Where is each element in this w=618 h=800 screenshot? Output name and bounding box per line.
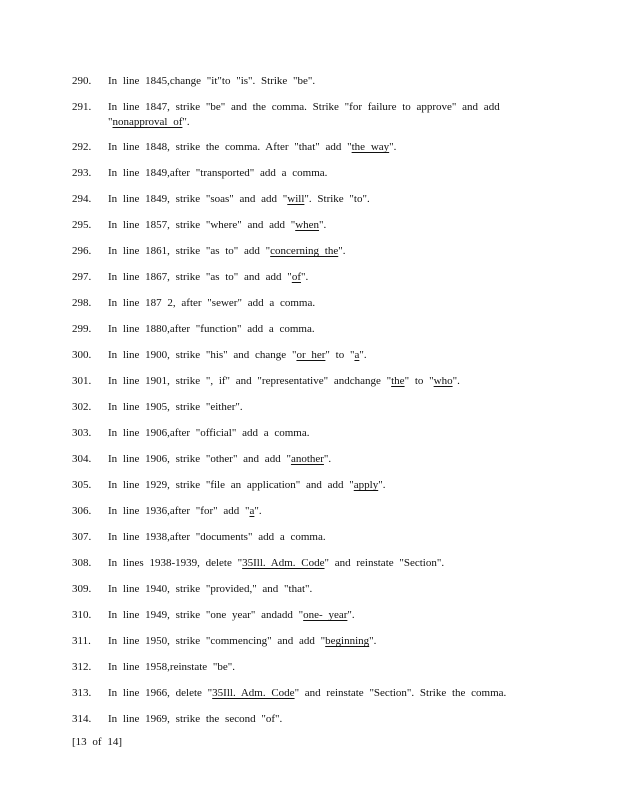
amendment-text [108,296,512,311]
underlined-insertion: beginning [325,635,370,647]
amendment-item [72,712,512,727]
amendment-item [72,192,512,207]
amendment-text-part: In line 1936,after "for" add " [108,505,250,517]
amendment-text [108,140,512,155]
amendment-item [72,140,512,155]
amendment-item [72,530,512,545]
amendment-text-part: In line 1938,after "documents" add a comma. [108,531,326,543]
amendment-text-part: ". [378,479,386,491]
amendment-text-part: " to " [404,375,434,387]
amendment-text [108,218,512,233]
amendment-item [72,374,512,389]
amendment-number: 313. [72,687,92,699]
amendment-item [72,244,512,259]
amendment-text [108,452,512,467]
amendment-text-part: In line 1847, strike "be" and the comma. Strike "for failure to approve" and add " [108,101,500,128]
amendment-text [108,322,512,337]
amendment-text [108,582,512,597]
amendment-text [108,374,512,389]
amendment-item [72,478,512,493]
amendment-number: 297. [72,271,92,283]
amendment-text-part: ". [347,609,355,621]
amendment-number: 308. [72,557,92,569]
amendment-number: 312. [72,661,92,673]
amendment-text [108,270,512,285]
amendment-text [108,100,512,130]
amendment-text-part: ". [323,453,332,465]
amendment-text-part: ". [182,116,190,128]
amendment-text-part: In line 1949, strike "one year" andadd " [108,609,304,621]
underlined-insertion: or her [296,349,326,361]
amendment-text-part: In line 1848, strike the comma. After "that" add " [108,141,352,153]
underlined-insertion: one- year [303,609,348,621]
amendment-text-part: In line 1857, strike "where" and add " [108,219,296,231]
amendment-number: 302. [72,401,92,413]
amendment-item [72,218,512,233]
amendment-text-part: ". [369,635,377,647]
underlined-insertion: a [354,349,360,361]
amendment-number: 309. [72,583,92,595]
underlined-insertion: when [295,219,320,231]
amendment-number: 314. [72,713,92,725]
amendment-text-part: In line 1966, delete " [108,687,213,699]
amendment-number: 306. [72,505,92,517]
amendment-text-part: " and reinstate "Section". [324,557,445,569]
amendment-item [72,556,512,571]
amendment-text [108,608,512,623]
underlined-insertion: 35Ill. Adm. Code [242,557,325,569]
amendment-text-part: ". [338,245,346,257]
amendment-text [108,348,512,363]
amendment-text-part: ". [452,375,460,387]
amendment-item [72,582,512,597]
amendment-number: 291. [72,101,92,113]
amendment-item [72,400,512,415]
amendment-text [108,634,512,649]
amendment-text-part: In lines 1938-1939, delete " [108,557,243,569]
amendment-text-part: In line 1880,after "function" add a comma. [108,323,315,335]
amendment-item [72,452,512,467]
amendment-text-part: In line 1905, strike "either". [108,401,243,413]
underlined-insertion: concerning the [270,245,339,257]
underlined-insertion: 35Ill. Adm. Code [212,687,295,699]
amendment-item [72,270,512,285]
amendment-text [108,192,512,207]
amendment-text [108,686,512,701]
amendment-item [72,660,512,675]
amendment-text-part: In line 1906, strike "other" and add " [108,453,291,465]
amendment-text [108,244,512,259]
amendment-number: 301. [72,375,92,387]
amendment-text [108,556,512,571]
amendment-text-part: In line 1849,after "transported" add a comma. [108,167,328,179]
amendment-text [108,660,512,675]
amendment-text-part: ". Strike "to". [304,193,370,205]
amendment-item [72,426,512,441]
amendment-text-part: In line 1849, strike "soas" and add " [108,193,288,205]
amendment-item [72,296,512,311]
underlined-insertion: will [287,193,305,205]
amendment-text-part: In line 1845,change "it"to "is". Strike "be". [108,75,316,87]
underlined-insertion: of [291,271,301,283]
amendment-text [108,74,512,89]
amendment-item [72,322,512,337]
amendment-number: 299. [72,323,92,335]
page-indicator: [13 of 14] [72,736,122,748]
amendment-item [72,686,512,701]
amendment-text-part: " and reinstate "Section". Strike the comma. [294,687,507,699]
amendment-text [108,530,512,545]
amendment-text [108,426,512,441]
amendment-item [72,608,512,623]
underlined-insertion: nonapproval of [112,116,183,128]
amendment-number: 295. [72,219,92,231]
amendment-text-part: In line 1900, strike "his" and change " [108,349,297,361]
amendment-text-part: In line 1901, strike ", if" and "representative" andchange " [108,375,392,387]
amendment-number: 304. [72,453,92,465]
amendment-number: 290. [72,75,92,87]
amendment-text-part: ". [254,505,262,517]
amendment-text-part: In line 1940, strike "provided," and "that". [108,583,313,595]
underlined-insertion: apply [353,479,379,491]
amendment-number: 300. [72,349,92,361]
amendment-number: 307. [72,531,92,543]
amendment-text-part: In line 1969, strike the second "of". [108,713,283,725]
amendment-item [72,166,512,181]
amendment-text-part: In line 1950, strike "commencing" and add " [108,635,326,647]
amendment-text-part: In line 187 2, after "sewer" add a comma. [108,297,316,309]
amendment-text-part: In line 1958,reinstate "be". [108,661,236,673]
amendment-text-part: In line 1867, strike "as to" and add " [108,271,292,283]
amendment-item [72,634,512,649]
amendment-text-part: ". [300,271,309,283]
amendment-text-part: ". [389,141,397,153]
underlined-insertion: a [249,505,255,517]
amendment-item [72,504,512,519]
amendment-text-part: " to " [325,349,355,361]
amendment-text-part: ". [319,219,327,231]
amendment-text-part: ". [359,349,367,361]
amendment-text-part: In line 1929, strike "file an application" and add " [108,479,354,491]
amendment-text [108,504,512,519]
amendment-number: 296. [72,245,92,257]
underlined-insertion: the [391,375,405,387]
amendment-number: 294. [72,193,92,205]
amendment-number: 310. [72,609,92,621]
amendment-number: 292. [72,141,92,153]
amendment-text [108,166,512,181]
amendment-text [108,478,512,493]
underlined-insertion: who [433,375,453,387]
amendment-text-part: In line 1906,after "official" add a comma. [108,427,310,439]
amendment-item [72,348,512,363]
amendment-number: 293. [72,167,92,179]
amendment-number: 303. [72,427,92,439]
amendment-number: 311. [72,635,91,647]
amendment-item [72,74,512,89]
amendment-item [72,100,512,130]
underlined-insertion: another [290,453,324,465]
amendment-text-part: In line 1861, strike "as to" add " [108,245,271,257]
amendment-number: 305. [72,479,92,491]
underlined-insertion: the way [351,141,390,153]
amendment-number: 298. [72,297,92,309]
amendment-text [108,712,512,727]
amendment-text [108,400,512,415]
